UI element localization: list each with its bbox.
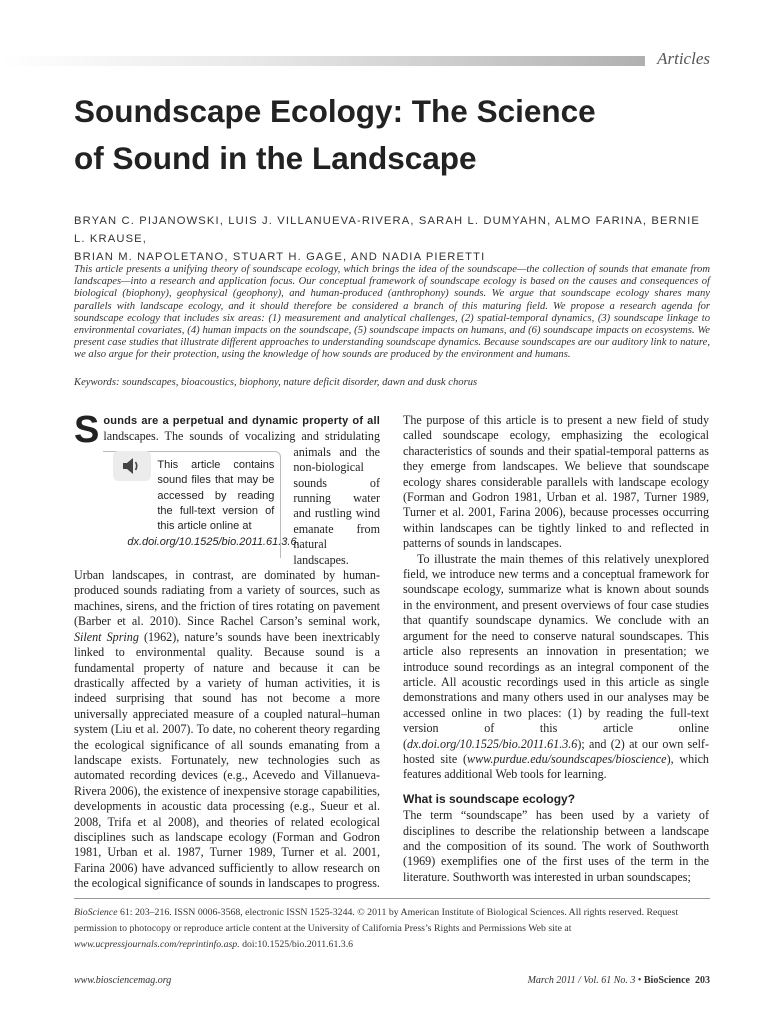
paragraph-illustrate: To illustrate the main themes of this relatively unexplored field, we introduce new terms and a conceptual framework for soundscape ecology, summarize what is known about sounds in the environment, and present overviews of four case studies that quantify soundscape dynamics. We conclude with an argument for the need to conserve natural soundscapes. This article also represents an innovation in presentation; we introduce sound recordings as an integral component of the article. All acoustic recordings used in this article as single demonstrations and many others used in our analyses may be accessed online in two places: (1) by reading the full-text version of this article online (dx.doi.org/10.1525/bio.2011.61.3.6); and (2) at our own self-hosted site (www.purdue.edu/soundscapes/bioscience), which features additional Web tools for learning.: [403, 551, 709, 782]
paragraph-purpose: The purpose of this article is to present a new field of study called soundscape ecology, emphasizing the ecological characteristics of sounds and their spatial-temporal patterns as they emerge from landscapes. We believe that soundscape ecology shares considerable parallels with landscape ecology (Forman and Godron 1981, Urban et al. 1987, Turner 1989, Turner et al. 2001, Farina 2006), because processes occurring within landscapes can be tightly linked to and reflected in patterns of sounds in landscapes.: [403, 413, 709, 551]
authors-line-1: BRYAN C. PIJANOWSKI, LUIS J. VILLANUEVA-RIVERA, SARAH L. DUMYAHN, ALMO FARINA, BERNIE L. KRAUSE,: [74, 215, 700, 245]
footer-rule: [74, 898, 710, 899]
section-heading: What is soundscape ecology?: [403, 791, 576, 806]
keywords: Keywords: soundscapes, bioacoustics, biophony, nature deficit disorder, dawn and dusk chorus: [74, 377, 478, 388]
paragraph-term: The term “soundscape” has been used by a variety of disciplines to describe the relationship between a landscape and the composition of its sound. The work of Southworth (1969) exemplifies one of the first uses of the term in the literature. Southworth was interested in urban soundscapes;: [403, 808, 709, 884]
intro-body: (1962), nature’s sounds have been inextricably linked to environmental quality. Because sound is a fundamental property of nature and because it can be drastically affected by a variety of human activities, it is indeed surprising that sound has not become a more universally appreciated measure of a coupled natural–human system (Liu et al. 2007). To date, no coherent theory regarding the ecological significance of all sounds emanating from a landscape exists. Fortunately, new technologies such as automated recording devices (e.g., Acevedo and Villanueva-Rivera 2006), the existence of inexpensive storage capabilities, developments in acoustic data processing (e.g., Sueur et al. 2008, Trifa et al 2008), and theories of related ecological disciplines such as landscape ecology (Forman and Godron 1981, Urban et al. 1987, Turner 1989, Turner et al. 2001, Farina 2006) have advanced sufficiently to allow research on the ecological significance of sounds in landscapes to progress.: [74, 629, 380, 891]
reprint-link[interactable]: www.ucpressjournals.com/reprintinfo.asp.: [74, 939, 240, 950]
copyright-note: BioScience 61: 203–216. ISSN 0006-3568, electronic ISSN 1525-3244. © 2011 by American Institute of Biological Sciences. All rights reserved. Request permission to photocopy or reproduce article content at the University of California Press’s Rights and Permissions Web site at www.ucpressjournals.com/reprintinfo.asp. doi:10.1525/bio.2011.61.3.6: [74, 907, 679, 950]
issue-info: March 2011 / Vol. 61 No. 3: [527, 975, 636, 986]
authors-line-2: BRIAN M. NAPOLETANO, STUART H. GAGE, AND NADIA PIERETTI: [74, 251, 486, 263]
section-label: Articles: [657, 49, 710, 68]
intro-landscapes: landscapes. The sounds of vocalizing and stridulating: [103, 429, 380, 444]
drop-cap: S: [74, 409, 100, 451]
sound-files-box: [103, 451, 300, 558]
silent-spring-title: Silent Spring: [74, 629, 139, 644]
footer-bullet: •: [637, 975, 642, 986]
journal-name: BioScience: [643, 975, 690, 986]
title-line-1: Soundscape Ecology: The Science: [74, 93, 596, 129]
sound-box-text: This article contains sound files that may be accessed by reading the full-text version of this article online at: [157, 458, 275, 533]
doi-link[interactable]: dx.doi.org/10.1525/bio.2011.61.3.6: [407, 736, 578, 751]
website-url[interactable]: www.biosciencemag.org: [74, 975, 172, 986]
purdue-link[interactable]: www.purdue.edu/soundscapes/bioscience: [467, 751, 667, 766]
intro-continued: animals and the non-biological sounds of running water and rustling wind emanate from natural landscapes. Urban landscapes, in contrast, are dominated by human-produced sounds radiating from a variety of sources, such as machines, sirens, and the friction of tires rotating on pavement (Barber et al. 2010). Since Rachel Carson’s seminal work,: [74, 444, 380, 629]
left-column: [74, 409, 380, 892]
right-column: [403, 413, 709, 885]
title-line-2: of Sound in the Landscape: [74, 140, 477, 176]
abstract: This article presents a unifying theory of soundscape ecology, which brings the idea of the soundscape—the collection of sounds that emanate from landscapes—into a research and application focus. Our conceptual framework of soundscape ecology is based on the causes and consequences of biological (biophony), geophysical (geophony), and human-produced (anthrophony) sounds. We argue that soundscape ecology shares many parallels with landscape ecology, and it should therefore be considered a branch of this maturing field. We propose a research agenda for soundscape ecology that includes six areas: (1) measurement and analytical challenges, (2) spatial-temporal dynamics, (3) soundscape linkage to environmental covariates, (4) human impacts on the soundscape, (5) soundscape impacts on humans, and (6) soundscape impacts on ecosystems. We present case studies that illustrate different approaches to understanding soundscape dynamics. Because soundscapes are our auditory link to nature, we also argue for their protection, using the knowledge of how sounds are produced by the environment and humans.: [74, 264, 710, 361]
lead-in: ounds are a perpetual and dynamic property of all: [103, 415, 380, 427]
header-rule: [0, 56, 645, 66]
sound-box-link[interactable]: dx.doi.org/10.1525/bio.2011.61.3.6.: [127, 535, 300, 548]
article-title: [74, 88, 694, 182]
speaker-icon: [113, 451, 151, 481]
page-footer: [528, 975, 710, 986]
page-number: 203: [695, 975, 710, 986]
author-list: [74, 212, 704, 266]
